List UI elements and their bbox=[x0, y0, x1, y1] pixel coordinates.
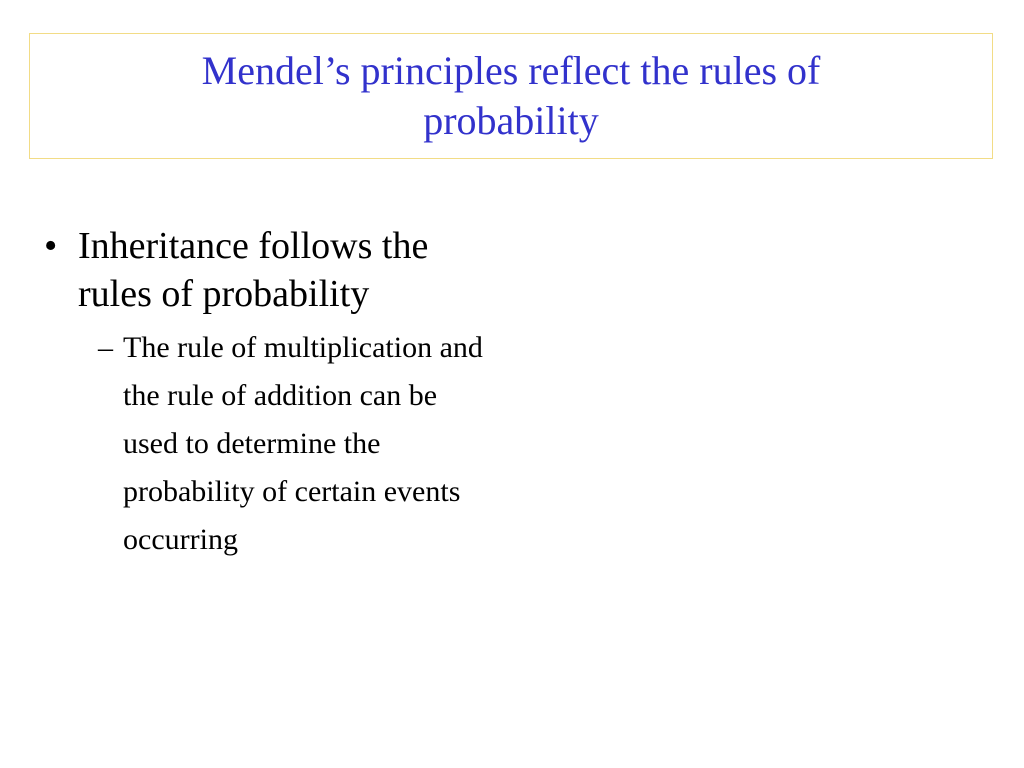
bullet-marker: • bbox=[44, 225, 58, 267]
title-box bbox=[29, 33, 993, 159]
bullet-item bbox=[44, 222, 524, 318]
slide-body bbox=[44, 222, 524, 564]
slide-title: Mendel’s principles reflect the rules of probability bbox=[201, 48, 821, 143]
sub-bullet-text: The rule of multiplication and the rule of addition can be used to determine the probability of certain events occurring bbox=[123, 331, 483, 556]
sub-bullet-marker: – bbox=[98, 331, 113, 364]
sub-bullet-item bbox=[44, 324, 524, 564]
bullet-text: Inheritance follows the rules of probability bbox=[78, 225, 429, 315]
